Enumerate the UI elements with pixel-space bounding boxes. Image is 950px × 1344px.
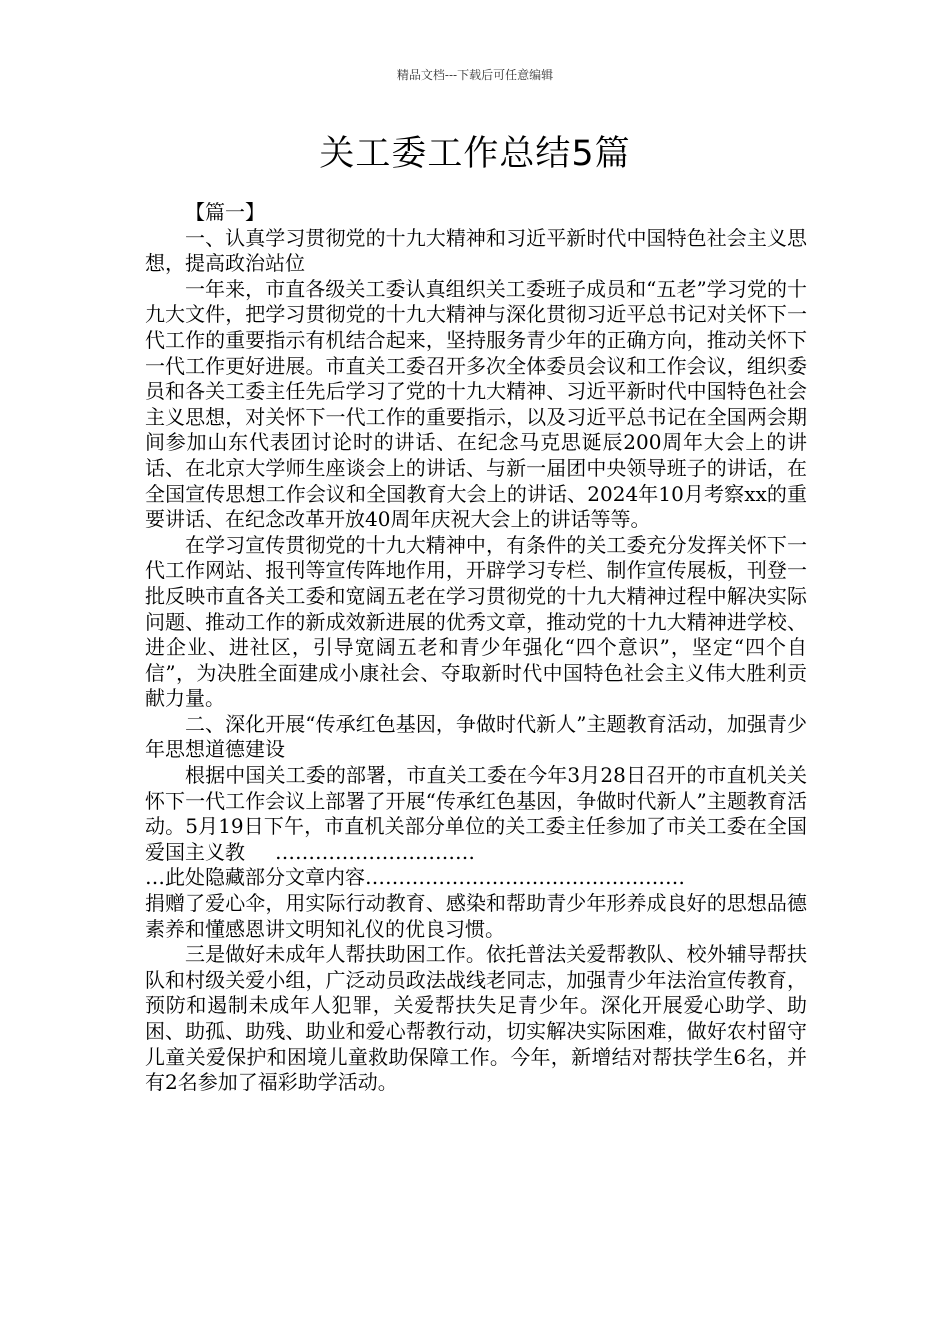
paragraph: 捐赠了爱心伞，用实际行动教育、感染和帮助青少年形养成良好的思想品德素养和懂感恩讲文明知礼仪的优良习惯。	[145, 891, 807, 941]
hidden-note-text: 此处隐藏部分文章内容	[165, 865, 365, 890]
paragraph-text: 根据中国关工委的部署，市直关工委在今年3月28日召开的市直机关关怀下一代工作会议上部署了开展“传承红色基因，争做时代新人”主题教育活动。5月19日下午，市直机关部分单位的关工委主任参加了市关工委在全国爱国主义教	[145, 763, 807, 864]
section-label: 【篇一】	[185, 200, 265, 224]
page-header: 精品文档---下载后可任意编辑	[396, 68, 554, 82]
paragraph: 在学习宣传贯彻党的十九大精神中，有条件的关工委充分发挥关怀下一代工作网站、报刊等宣传阵地作用，开辟学习专栏、制作宣传展板，刊登一批反映市直各关工委和宽阔五老在学习贯彻党的十九大精神过程中解决实际问题、推动工作的新成效新进展的优秀文章，推动党的十九大精神进学校、进企业、进社区，引导宽阔五老和青少年强化“四个意识”，坚定“四个自信”，为决胜全面建成小康社会、夺取新时代中国特色社会主义伟大胜利贡献力量。	[145, 532, 807, 711]
hidden-dots-lead: …	[145, 865, 165, 890]
document-body	[145, 200, 807, 1096]
heading-1: 一、认真学习贯彻党的十九大精神和习近平新时代中国特色社会主义思想，提高政治站位	[145, 225, 807, 276]
paragraph: 三是做好未成年人帮扶助困工作。依托普法关爱帮教队、校外辅导帮扶队和村级关爱小组，广泛动员政法战线老同志，加强青少年法治宣传教育，预防和遏制未成年人犯罪，关爱帮扶失足青少年。深化开展爱心助学、助困、助孤、助残、助业和爱心帮教行动，切实解决实际困难，做好农村留守儿童关爱保护和困境儿童救助保障工作。今年，新增结对帮扶学生6名，并有2名参加了福彩助学活动。	[145, 942, 807, 1095]
heading-2: 二、深化开展“传承红色基因，争做时代新人”主题教育活动，加强青少年思想道德建设	[145, 711, 807, 762]
paragraph: 一年来，市直各级关工委认真组织关工委班子成员和“五老”学习党的十九大文件，把学习贯彻党的十九大精神与深化贯彻习近平总书记对关怀下一代工作的重要指示有机结合起来，坚持服务青少年的正确方向，推动关怀下一代工作更好进展。市直关工委召开多次全体委员会议和工作会议，组织委员和各关工委主任先后学习了党的十九大精神、习近平新时代中国特色社会主义思想，对关怀下一代工作的重要指示，以及习近平总书记在全国两会期间参加山东代表团讨论时的讲话、在纪念马克思诞辰200周年大会上的讲话、在北京大学师生座谈会上的讲话、与新一届团中央领导班子的讲话，在全国宣传思想工作会议和全国教育大会上的讲话、2024年10月考察xx的重要讲话、在纪念改革开放40周年庆祝大会上的讲话等等。	[145, 276, 807, 532]
document-title: 关工委工作总结5篇	[319, 134, 631, 174]
paragraph	[145, 763, 807, 865]
hidden-content-note	[145, 865, 807, 891]
hidden-dots-after: …………………………………………	[365, 865, 685, 890]
hidden-dots-before: …………………………	[275, 839, 475, 864]
